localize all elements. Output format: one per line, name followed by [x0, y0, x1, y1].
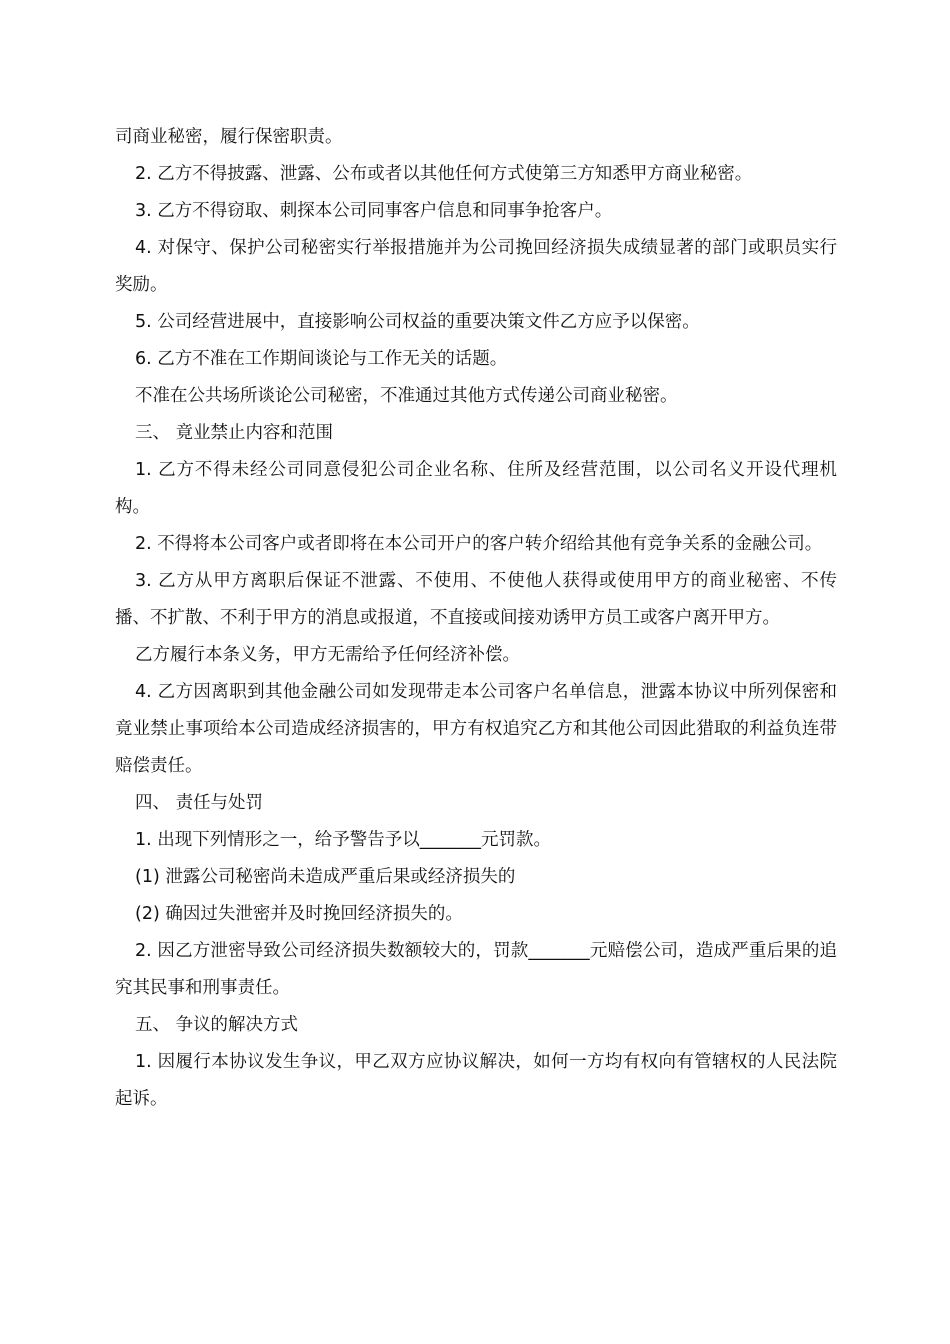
paragraph-note: 不准在公共场所谈论公司秘密，不准通过其他方式传递公司商业秘密。	[135, 386, 678, 406]
paragraph-item-2: 2. 因乙方泄密导致公司经济损失数额较大的，罚款_______元赔偿公司，造成严重后果的追究其民事和刑事责任。	[115, 941, 837, 998]
paragraph-item-4: 4. 对保守、保护公司秘密实行举报措施并为公司挽回经济损失成绩显著的部门或职员实行奖励。	[115, 238, 837, 295]
paragraph-item-3: 3. 乙方不得窃取、刺探本公司同事客户信息和同事争抢客户。	[135, 201, 613, 221]
paragraph-item-6: 6. 乙方不准在工作期间谈论与工作无关的话题。	[135, 349, 508, 369]
paragraph-item-2: 2. 不得将本公司客户或者即将在本公司开户的客户转介绍给其他有竞争关系的金融公司。	[135, 534, 823, 554]
paragraph-item-2: 2. 乙方不得披露、泄露、公布或者以其他任何方式使第三方知悉甲方商业秘密。	[135, 164, 753, 184]
paragraph-item-1: 1. 乙方不得未经公司同意侵犯公司企业名称、住所及经营范围，以公司名义开设代理机构。	[115, 460, 837, 517]
section-heading-5: 五、 争议的解决方式	[135, 1015, 299, 1035]
paragraph-continuation: 司商业秘密，履行保密职责。	[115, 127, 343, 147]
paragraph-item-5: 5. 公司经营进展中，直接影响公司权益的重要决策文件乙方应予以保密。	[135, 312, 700, 332]
section-heading-3: 三、 竟业禁止内容和范围	[135, 423, 334, 443]
paragraph-item-1: 1. 出现下列情形之一，给予警告予以_______元罚款。	[135, 830, 552, 850]
paragraph-subitem-2: (2) 确因过失泄密并及时挽回经济损失的。	[135, 904, 463, 924]
section-heading-4: 四、 责任与处罚	[135, 793, 264, 813]
paragraph-subitem-1: (1) 泄露公司秘密尚未造成严重后果或经济损失的	[135, 867, 516, 887]
paragraph-item-4: 4. 乙方因离职到其他金融公司如发现带走本公司客户名单信息，泄露本协议中所列保密和竟业禁止事项给本公司造成经济损害的，甲方有权追究乙方和其他公司因此猎取的利益负连带赔偿责任。	[115, 682, 837, 776]
paragraph-item-3: 3. 乙方从甲方离职后保证不泄露、不使用、不使他人获得或使用甲方的商业秘密、不传播、不扩散、不利于甲方的消息或报道，不直接或间接劝诱甲方员工或客户离开甲方。	[115, 571, 837, 628]
paragraph-note: 乙方履行本条义务，甲方无需给予任何经济补偿。	[135, 645, 520, 665]
paragraph-item-1: 1. 因履行本协议发生争议，甲乙双方应协议解决，如何一方均有权向有管辖权的人民法院起诉。	[115, 1052, 837, 1109]
document-page	[115, 119, 837, 1118]
